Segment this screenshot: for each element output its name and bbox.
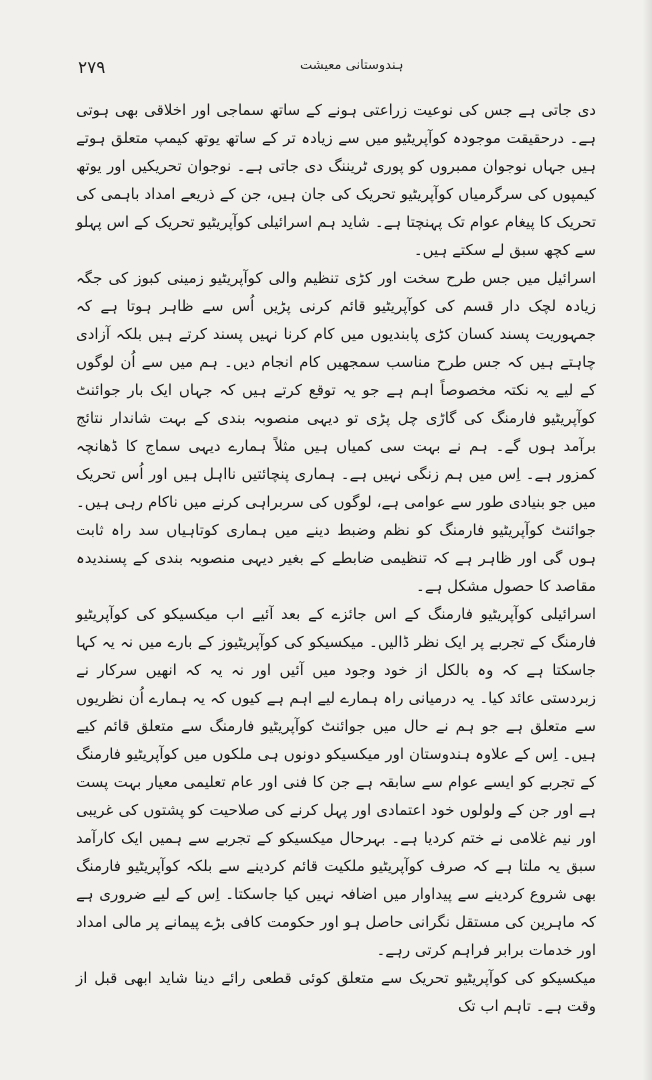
paragraph: میکسیکو کی کوآپریٹیو تحریک سے متعلق کوئی قطعی رائے دینا شاید ابھی قبل از وقت ہے۔ تاہم اب تک	[76, 969, 596, 1015]
page-body	[76, 96, 596, 1020]
page-edge-shadow	[642, 0, 652, 1080]
running-head: ہندوستانی معیشت	[300, 58, 404, 73]
page-number: ۲۷۹	[78, 58, 106, 78]
paragraph: اسرائیلی کوآپریٹیو فارمنگ کے اس جائزے کے بعد آئیے اب میکسیکو کی کوآپریٹیو فارمنگ کے تجربے پر ایک نظر ڈالیں۔ میکسیکو کی کوآپریٹیوز کے بارے میں نہ یہ کہا جاسکتا ہے کہ وہ بالکل از خود وجود میں آئیں اور نہ یہ کہ انھیں سرکار نے زبردستی عائد کیا۔ یہ درمیانی راہ ہمارے لیے اہم ہے کیوں کہ یہ ہمارے اُن نظریوں سے متعلق ہے جو ہم نے حال میں جوائنٹ کوآپریٹیو فارمنگ سے متعلق قائم کیے ہیں۔ اِس کے علاوہ ہندوستان اور میکسیکو دونوں ہی ملکوں میں کوآپریٹیو فارمنگ کے تجربے کو ایسے عوام سے سابقہ ہے جن کا فنی اور عام تعلیمی معیار بہت پست ہے اور جن کے ولولوں خود اعتمادی اور پہل کرنے کی صلاحیت کو پشتوں کی غریبی اور نیم غلامی نے ختم کردیا ہے۔ بہرحال میکسیکو کے تجربے سے ہمیں ایک کارآمد سبق یہ ملتا ہے کہ صرف کوآپریٹیو ملکیت قائم کردینے سے بلکہ کوآپریٹیو فارمنگ بھی شروع کردینے سے پیداوار میں اضافہ نہیں کیا جاسکتا۔ اِس کے لیے ضروری ہے کہ ماہرین کی مستقل نگرانی حاصل ہو اور حکومت کافی بڑے پیمانے پر مالی امداد اور خدمات برابر فراہم کرتی رہے۔	[76, 605, 596, 959]
paragraph: اسرائیل میں جس طرح سخت اور کڑی تنظیم والی کوآپریٹیو زمینی کبوز کی جگہ زیادہ لچک دار قسم کی کوآپریٹیو قائم کرنی پڑیں اُس سے ظاہر ہوتا ہے کہ جمہوریت پسند کسان کڑی پابندیوں میں کام کرنا نہیں پسند کرتے ہیں بلکہ آزادی چاہتے ہیں کہ جس طرح مناسب سمجھیں کام انجام دیں۔ ہم میں سے اُن لوگوں کے لیے یہ نکتہ مخصوصاً اہم ہے جو یہ توقع کرتے ہیں کہ جہاں ایک بار جوائنٹ کوآپریٹیو فارمنگ کی گاڑی چل پڑی تو دیہی منصوبہ بندی کے بہت شاندار نتائج برآمد ہوں گے۔ ہم نے بہت سی کمیاں ہیں مثلاً ہمارے دیہی سماج کا ڈھانچہ کمزور ہے۔ اِس میں ہم زنگی نہیں ہے۔ ہماری پنچائتیں نااہل ہیں اور اُس تحریک میں جو بنیادی طور سے عوامی ہے، لوگوں کی سربراہی کرنے میں ناکام رہی ہیں۔ جوائنٹ کوآپریٹیو فارمنگ کو نظم وضبط دینے میں ہماری کوتاہیاں سد راہ ثابت ہوں گی اور ظاہر ہے کہ تنظیمی ضابطے کے بغیر دیہی منصوبہ بندی کے پسندیدہ مقاصد کا حصول مشکل ہے۔	[76, 269, 596, 595]
page-header	[0, 58, 652, 88]
paragraph: دی جاتی ہے جس کی نوعیت زراعتی ہونے کے ساتھ سماجی اور اخلاقی بھی ہوتی ہے۔ درحقیقت موجودہ کوآپریٹیو میں سے زیادہ تر کے ساتھ یوتھ کیمپ متعلق ہوتے ہیں جہاں نوجوان ممبروں کو پوری ٹریننگ دی جاتی ہے۔ نوجوان تحریکیں اور یوتھ کیمپوں کی سرگرمیاں کوآپریٹیو تحریک کی جان ہیں، جن کے ذریعے امداد باہمی کی تحریک کا پیغام عوام تک پہنچتا ہے۔ شاید ہم اسرائیلی کوآپریٹیو تحریک کے اس پہلو سے کچھ سبق لے سکتے ہیں۔	[76, 101, 596, 259]
